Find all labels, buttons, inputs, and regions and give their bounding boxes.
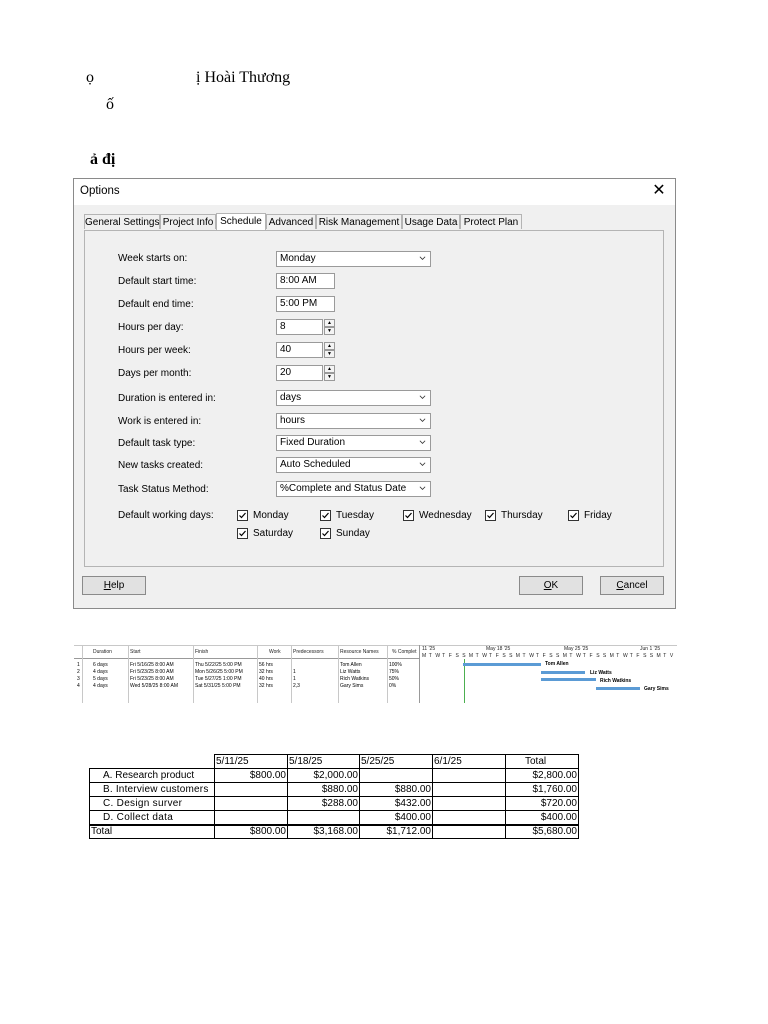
day-label-thursday: Thursday xyxy=(501,510,543,521)
gantt-row-duration: 6 days xyxy=(93,662,108,668)
timeline-day-letter: M xyxy=(422,653,427,659)
day-label-sunday: Sunday xyxy=(336,528,370,539)
hours-per-week-input[interactable]: 40 xyxy=(276,342,323,358)
spin-up-icon[interactable]: ▲ xyxy=(324,342,335,350)
gantt-col-finish: Finish xyxy=(195,649,209,655)
timeline-day-letter: W xyxy=(576,653,581,659)
help-rest: elp xyxy=(110,580,125,591)
timeline-day-letter: W xyxy=(482,653,488,659)
col-header: 5/25/25 xyxy=(361,756,395,767)
checkbox-wednesday[interactable] xyxy=(403,510,414,521)
gantt-row-work: 40 hrs xyxy=(259,676,273,682)
timeline-day-letter: T xyxy=(442,653,446,659)
check-icon xyxy=(238,511,247,520)
timeline-day-letter: S xyxy=(549,653,553,659)
checkbox-thursday[interactable] xyxy=(485,510,496,521)
timeline-day-letter: S xyxy=(602,653,607,659)
checkbox-saturday[interactable] xyxy=(237,528,248,539)
gantt-bar-task-2[interactable] xyxy=(541,671,585,674)
gantt-col-duration: Duration xyxy=(93,649,112,655)
checkbox-monday[interactable] xyxy=(237,510,248,521)
gantt-row-resource: Liz Watts xyxy=(340,669,361,675)
timeline-day-letter: T xyxy=(522,653,526,659)
cost-cell: $800.00 xyxy=(249,770,286,781)
hours-per-week-spinner xyxy=(324,342,335,358)
cost-total-cell: $2,800.00 xyxy=(532,770,577,781)
duration-entered-in-label: Duration is entered in: xyxy=(118,393,216,404)
gantt-col-line xyxy=(257,645,258,703)
task-status-method-label: Task Status Method: xyxy=(118,484,209,495)
checkbox-tuesday[interactable] xyxy=(320,510,331,521)
week-starts-on-select[interactable] xyxy=(276,251,431,267)
gantt-row-id: 2 xyxy=(77,669,80,675)
dialog-titlebar xyxy=(74,179,675,205)
spin-down-icon[interactable]: ▼ xyxy=(324,373,335,381)
gantt-row-resource: Rich Watkins xyxy=(340,676,369,682)
default-task-type-label: Default task type: xyxy=(118,438,196,449)
gantt-col-line xyxy=(82,645,83,703)
doc-heading: ả đị xyxy=(90,151,116,168)
schedule-panel xyxy=(84,230,664,567)
checkbox-sunday[interactable] xyxy=(320,528,331,539)
cancel-rest: ancel xyxy=(623,580,648,591)
default-end-time-label: Default end time: xyxy=(118,299,194,310)
table-hline xyxy=(89,810,579,811)
gantt-col-resource: Resource Names xyxy=(340,649,379,655)
col-header-total: Total xyxy=(525,756,547,767)
task-status-method-value: %Complete and Status Date xyxy=(280,483,407,494)
task-name: D. Collect data xyxy=(103,812,174,823)
duration-entered-in-select[interactable] xyxy=(276,390,431,406)
gantt-row-work: 32 hrs xyxy=(259,683,273,689)
spin-up-icon[interactable]: ▲ xyxy=(324,365,335,373)
gantt-col-predecessors: Predecessors xyxy=(293,649,324,655)
cost-cell: $432.00 xyxy=(394,798,431,809)
tab-risk-management[interactable]: Risk Management xyxy=(316,214,402,229)
days-per-month-spinner xyxy=(324,365,335,381)
table-hline xyxy=(89,796,579,797)
cancel-mnemonic: C xyxy=(616,580,624,591)
gantt-bar-label: Gary Sims xyxy=(644,686,669,692)
gantt-row-id: 1 xyxy=(77,662,80,668)
gantt-row-duration: 4 days xyxy=(93,683,108,689)
gantt-row-start: Fri 5/16/25 8:00 AM xyxy=(130,662,174,668)
check-icon xyxy=(238,529,247,538)
timeline-week-label: Jun 1 '25 xyxy=(640,646,661,652)
tab-project-info[interactable]: Project Info xyxy=(160,214,216,229)
table-hline xyxy=(89,768,579,769)
cost-cell: $880.00 xyxy=(394,784,431,795)
timeline-day-letter: S xyxy=(643,653,647,659)
spin-down-icon[interactable]: ▼ xyxy=(324,327,335,335)
timeline-day-letter: T xyxy=(569,653,573,659)
timeline-day-letter: F xyxy=(542,653,546,659)
total-label: Total xyxy=(91,826,113,837)
options-dialog xyxy=(73,178,676,609)
cost-grand-total: $5,680.00 xyxy=(532,826,577,837)
default-end-time-input[interactable]: 5:00 PM xyxy=(276,296,335,312)
gantt-header-border xyxy=(74,658,419,659)
check-icon xyxy=(569,511,578,520)
gantt-row-pred: 1 xyxy=(293,669,296,675)
timeline-day-letter: V xyxy=(669,653,674,659)
gantt-row-finish: Sat 5/31/25 5:00 PM xyxy=(195,683,241,689)
check-icon xyxy=(321,529,330,538)
check-icon xyxy=(404,511,413,520)
gantt-row-start: Fri 5/23/25 8:00 AM xyxy=(130,676,174,682)
timeline-day-letter: S xyxy=(596,653,600,659)
gantt-col-start: Start xyxy=(130,649,141,655)
checkbox-friday[interactable] xyxy=(568,510,579,521)
gantt-row-start: Fri 5/23/25 8:00 AM xyxy=(130,669,174,675)
doc-line1-prefix: ọ xyxy=(86,69,94,86)
gantt-row-work: 56 hrs xyxy=(259,662,273,668)
help-mnemonic: H xyxy=(103,580,111,591)
timeline-week-label: 11 '25 xyxy=(422,646,436,652)
task-status-method-select[interactable] xyxy=(276,481,431,497)
dialog-title: Options xyxy=(80,185,120,197)
timeline-day-letter: W xyxy=(623,653,628,659)
timeline-day-letter: S xyxy=(462,653,466,659)
gantt-bar-task-3[interactable] xyxy=(541,678,596,681)
gantt-bar-label: Tom Allen xyxy=(545,661,569,667)
gantt-row-id: 3 xyxy=(77,676,80,682)
tab-general-settings[interactable]: General Settings xyxy=(84,214,160,229)
new-tasks-created-label: New tasks created: xyxy=(118,460,204,471)
gantt-row-pred: 1 xyxy=(293,676,296,682)
check-icon xyxy=(486,511,495,520)
chevron-down-icon xyxy=(419,461,426,468)
timeline-day-letter: F xyxy=(448,653,452,659)
timeline-week-label: May 18 '25 xyxy=(486,646,511,652)
week-starts-on-value: Monday xyxy=(280,253,316,264)
day-label-monday: Monday xyxy=(253,510,289,521)
gantt-bar-task-1[interactable] xyxy=(463,663,541,666)
table-hline xyxy=(89,782,579,783)
day-label-friday: Friday xyxy=(584,510,612,521)
duration-entered-in-value: days xyxy=(280,392,302,403)
timeline-day-letter: S xyxy=(455,653,459,659)
default-working-days-label: Default working days: xyxy=(118,510,214,521)
timeline-day-letter: M xyxy=(656,653,661,659)
timeline-day-letter: F xyxy=(589,653,593,659)
gantt-row-start: Wed 5/28/25 8:00 AM xyxy=(130,683,178,689)
hours-per-week-label: Hours per week: xyxy=(118,345,191,356)
ok-rest: K xyxy=(551,580,559,591)
gantt-row-pct: 50% xyxy=(389,676,400,682)
cost-cell: $880.00 xyxy=(321,784,358,795)
timeline-day-letter: T xyxy=(616,653,620,659)
tab-advanced[interactable]: Advanced xyxy=(266,214,316,229)
day-label-wednesday: Wednesday xyxy=(419,510,472,521)
gantt-bar-label: Rich Watkins xyxy=(600,678,632,684)
timeline-day-letter: F xyxy=(495,653,499,659)
gantt-col-line xyxy=(128,645,129,703)
work-entered-in-select[interactable] xyxy=(276,413,431,429)
chevron-down-icon xyxy=(419,439,426,446)
help-button[interactable] xyxy=(82,576,146,595)
task-name: C. Design surver xyxy=(103,798,183,809)
spin-up-icon[interactable]: ▲ xyxy=(324,319,335,327)
timeline-day-letter: M xyxy=(562,653,567,659)
tab-usage-data[interactable]: Usage Data xyxy=(402,214,460,229)
gantt-col-line xyxy=(193,645,194,703)
gantt-row-pred: 2,3 xyxy=(293,683,300,689)
days-per-month-input[interactable]: 20 xyxy=(276,365,323,381)
gantt-row-duration: 4 days xyxy=(93,669,108,675)
hours-per-day-spinner xyxy=(324,319,335,335)
ok-mnemonic: O xyxy=(543,580,552,591)
cost-cell: $2,000.00 xyxy=(313,770,358,781)
cancel-button[interactable] xyxy=(600,576,664,595)
cost-cell: $3,168.00 xyxy=(313,826,358,837)
cost-total-cell: $720.00 xyxy=(540,798,577,809)
col-header: 5/11/25 xyxy=(216,756,249,767)
spin-down-icon[interactable]: ▼ xyxy=(324,350,335,358)
cost-cell: $400.00 xyxy=(394,812,431,823)
gantt-row-pct: 75% xyxy=(389,669,400,675)
cost-table xyxy=(89,754,579,840)
timeline-day-letter: M xyxy=(468,653,474,659)
new-tasks-created-select[interactable] xyxy=(276,457,431,473)
gantt-row-pct: 0% xyxy=(389,683,397,689)
gantt-col-line xyxy=(387,645,388,703)
gantt-row-resource: Tom Allen xyxy=(340,662,362,668)
timeline-day-letter: W xyxy=(435,653,441,659)
cost-cell: $1,712.00 xyxy=(386,826,431,837)
day-label-tuesday: Tuesday xyxy=(336,510,374,521)
days-per-month-label: Days per month: xyxy=(118,368,192,379)
gantt-col-pct: % Complet xyxy=(392,649,417,655)
timeline-day-letter: S xyxy=(649,653,654,659)
timeline-day-letter: F xyxy=(636,653,640,659)
cost-cell: $288.00 xyxy=(321,798,358,809)
close-icon[interactable]: ✕ xyxy=(652,182,666,199)
gantt-row-resource: Gary Sims xyxy=(340,683,364,689)
gantt-view xyxy=(74,645,677,703)
chevron-down-icon xyxy=(419,394,426,401)
gantt-bar-task-4[interactable] xyxy=(596,687,640,690)
timeline-day-letter: T xyxy=(428,653,432,659)
col-header: 6/1/25 xyxy=(434,756,462,767)
gantt-bar-label: Liz Watts xyxy=(590,670,612,676)
gantt-row-work: 32 hrs xyxy=(259,669,273,675)
gantt-row-finish: Thu 5/22/25 5:00 PM xyxy=(195,662,242,668)
check-icon xyxy=(321,511,330,520)
gantt-col-line xyxy=(291,645,292,703)
ok-button[interactable] xyxy=(519,576,583,595)
chevron-down-icon xyxy=(419,255,426,262)
chevron-down-icon xyxy=(419,417,426,424)
tab-protect-plan[interactable]: Protect Plan xyxy=(460,214,522,229)
timeline-day-letter: S xyxy=(502,653,506,659)
timeline-day-letter: T xyxy=(535,653,539,659)
task-name: A. Research product xyxy=(103,770,195,781)
gantt-splitter xyxy=(419,645,420,703)
table-hline xyxy=(214,754,579,755)
timeline-day-letter: T xyxy=(475,653,479,659)
timeline-day-letter: S xyxy=(509,653,513,659)
default-task-type-value: Fixed Duration xyxy=(280,437,346,448)
gantt-row-pct: 100% xyxy=(389,662,402,668)
timeline-day-letter: W xyxy=(529,653,534,659)
cost-total-cell: $1,760.00 xyxy=(532,784,577,795)
new-tasks-created-value: Auto Scheduled xyxy=(280,459,351,470)
col-header: 5/18/25 xyxy=(289,756,323,767)
timeline-day-letter: T xyxy=(582,653,586,659)
work-entered-in-label: Work is entered in: xyxy=(118,416,202,427)
hours-per-day-label: Hours per day: xyxy=(118,322,184,333)
cost-cell: $800.00 xyxy=(249,826,286,837)
week-starts-on-label: Week starts on: xyxy=(118,253,188,264)
default-start-time-input[interactable]: 8:00 AM xyxy=(276,273,335,289)
table-hline xyxy=(89,838,579,839)
doc-line2: ố xyxy=(106,96,114,113)
timeline-day-letter: M xyxy=(515,653,520,659)
day-label-saturday: Saturday xyxy=(253,528,294,539)
timeline-day-letter: S xyxy=(556,653,560,659)
task-name: B. Interview customers xyxy=(103,784,209,795)
timeline-week-label: May 25 '25 xyxy=(564,646,589,652)
tab-schedule[interactable]: Schedule xyxy=(216,213,266,230)
gantt-row-finish: Mon 5/26/25 5:00 PM xyxy=(195,669,243,675)
timeline-day-letter: T xyxy=(489,653,493,659)
work-entered-in-value: hours xyxy=(280,415,306,426)
gantt-col-line xyxy=(338,645,339,703)
cost-total-cell: $400.00 xyxy=(540,812,577,823)
gantt-row-duration: 5 days xyxy=(93,676,108,682)
gantt-row-finish: Tue 5/27/25 1:00 PM xyxy=(195,676,242,682)
timeline-day-letter: M xyxy=(609,653,614,659)
hours-per-day-input[interactable]: 8 xyxy=(276,319,323,335)
default-task-type-select[interactable] xyxy=(276,435,431,451)
timeline-day-letter: T xyxy=(629,653,633,659)
doc-author-name: ị Hoài Thương xyxy=(196,69,291,86)
gantt-row-id: 4 xyxy=(77,683,80,689)
timeline-day-letter: T xyxy=(663,653,667,659)
table-vline xyxy=(89,768,90,838)
gantt-col-work: Work xyxy=(269,649,281,655)
chevron-down-icon xyxy=(419,485,426,492)
default-start-time-label: Default start time: xyxy=(118,276,197,287)
